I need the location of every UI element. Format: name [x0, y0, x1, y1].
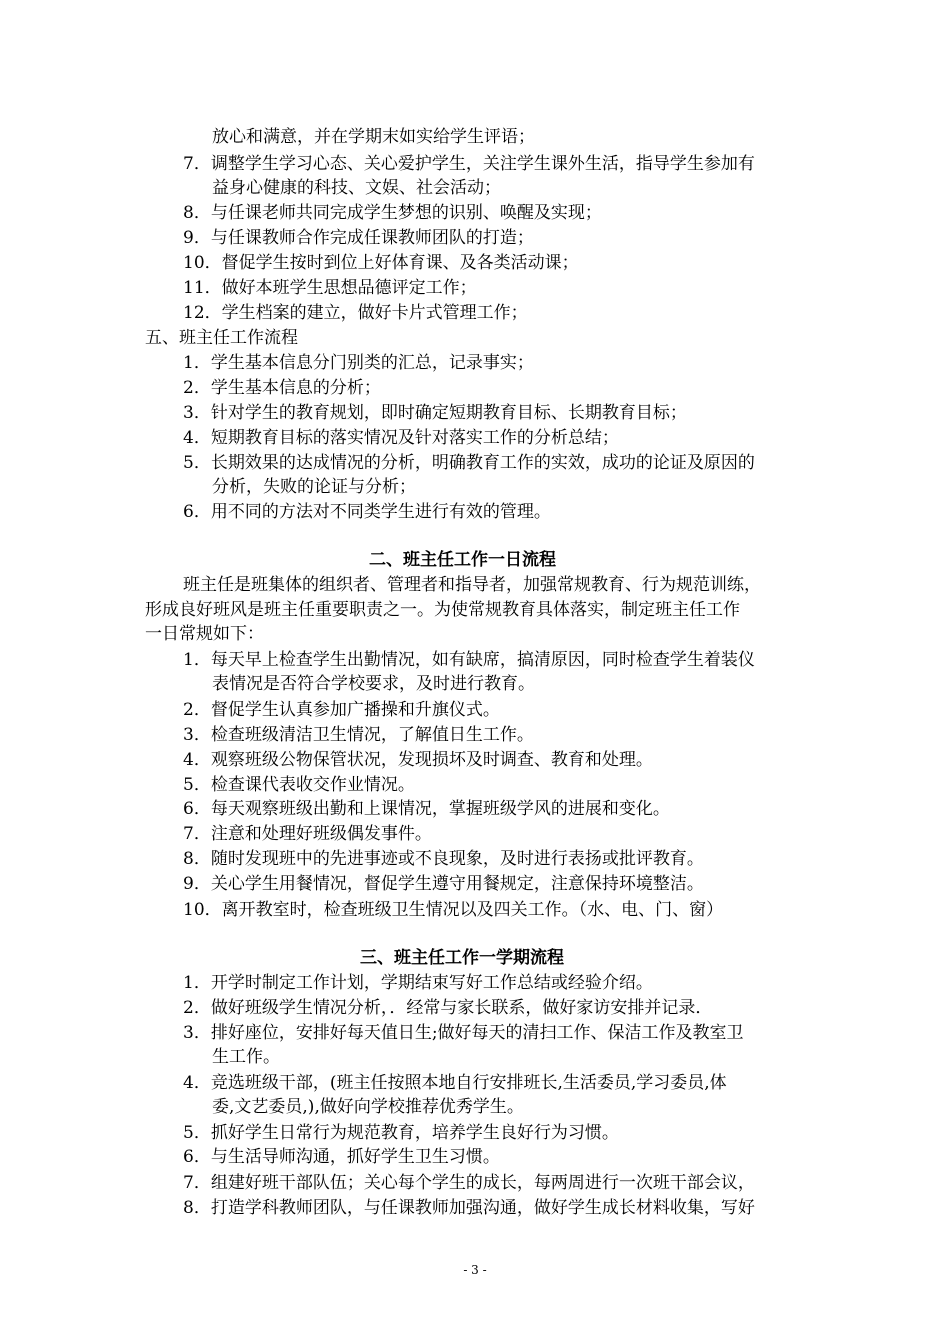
text-line: 益身心健康的科技、文娱、社会活动；: [212, 178, 501, 198]
text-line: 5．检查课代表收交作业情况。: [183, 775, 415, 795]
section-heading: 三、班主任工作一学期流程: [360, 948, 564, 968]
text-line: 6．与生活导师沟通，抓好学生卫生习惯。: [183, 1147, 500, 1167]
text-line: 放心和满意，并在学期末如实给学生评语；: [212, 127, 535, 147]
text-line: 7．调整学生学习心态、关心爱护学生，关注学生课外生活，指导学生参加有: [183, 154, 755, 174]
text-line: 2．学生基本信息的分析；: [183, 378, 381, 398]
text-line: 12．学生档案的建立，做好卡片式管理工作；: [183, 303, 528, 323]
text-line: 8．随时发现班中的先进事迹或不良现象，及时进行表扬或批评教育。: [183, 849, 704, 869]
text-line: 6．用不同的方法对不同类学生进行有效的管理。: [183, 502, 551, 522]
text-line: 7．注意和处理好班级偶发事件。: [183, 824, 432, 844]
text-line: 4．短期教育目标的落实情况及针对落实工作的分析总结；: [183, 428, 619, 448]
text-line: 1．开学时制定工作计划，学期结束写好工作总结或经验介绍。: [183, 973, 653, 993]
text-line: 班主任是班集体的组织者、管理者和指导者，加强常规教育、行为规范训练，: [183, 575, 761, 595]
page-number: - 3 -: [463, 1263, 487, 1277]
text-line: 生工作。: [212, 1047, 280, 1067]
text-line: 表情况是否符合学校要求，及时进行教育。: [212, 674, 535, 694]
text-line: 3．检查班级清洁卫生情况，了解值日生工作。: [183, 725, 534, 745]
text-line: 1．每天早上检查学生出勤情况，如有缺席，搞清原因，同时检查学生着装仪: [183, 650, 755, 670]
text-line: 11．做好本班学生思想品德评定工作；: [183, 278, 477, 298]
text-line: 4．竞选班级干部，(班主任按照本地自行安排班长,生活委员,学习委员,体: [183, 1073, 727, 1093]
text-line: 2．督促学生认真参加广播操和升旗仪式。: [183, 700, 500, 720]
text-line: 5．抓好学生日常行为规范教育，培养学生良好行为习惯。: [183, 1123, 619, 1143]
text-line: 2．做好班级学生情况分析，．经常与家长联系，做好家访安排并记录．: [183, 998, 713, 1018]
text-line: 9．关心学生用餐情况，督促学生遵守用餐规定，注意保持环境整洁。: [183, 874, 704, 894]
text-line: 10．离开教室时，检查班级卫生情况以及四关工作。（水、电、门、窗）: [183, 900, 724, 920]
text-line: 3．针对学生的教育规划，即时确定短期教育目标、长期教育目标；: [183, 403, 687, 423]
text-line: 3．排好座位，安排好每天值日生;做好每天的清扫工作、保洁工作及教室卫: [183, 1023, 744, 1043]
text-line: 1．学生基本信息分门别类的汇总，记录事实；: [183, 353, 534, 373]
text-line: 9．与任课教师合作完成任课教师团队的打造；: [183, 228, 534, 248]
text-line: 6．每天观察班级出勤和上课情况，掌握班级学风的进展和变化。: [183, 799, 670, 819]
text-line: 8．打造学科教师团队，与任课教师加强沟通，做好学生成长材料收集，写好: [183, 1198, 755, 1218]
text-line: 10．督促学生按时到位上好体育课、及各类活动课；: [183, 253, 579, 273]
text-line: 分析，失败的论证与分析；: [212, 477, 416, 497]
text-line: 五、班主任工作流程: [145, 328, 298, 348]
text-line: 一日常规如下：: [145, 624, 264, 644]
text-line: 7．组建好班干部队伍；关心每个学生的成长，每两周进行一次班干部会议，: [183, 1173, 755, 1193]
section-heading: 二、班主任工作一日流程: [369, 550, 556, 570]
text-line: 委,文艺委员,),做好向学校推荐优秀学生。: [212, 1097, 524, 1117]
text-line: 8．与任课老师共同完成学生梦想的识别、唤醒及实现；: [183, 203, 602, 223]
text-line: 5．长期效果的达成情况的分析，明确教育工作的实效，成功的论证及原因的: [183, 453, 755, 473]
text-line: 形成良好班风是班主任重要职责之一。为使常规教育具体落实，制定班主任工作: [145, 600, 740, 620]
text-line: 4．观察班级公物保管状况，发现损坏及时调查、教育和处理。: [183, 750, 653, 770]
